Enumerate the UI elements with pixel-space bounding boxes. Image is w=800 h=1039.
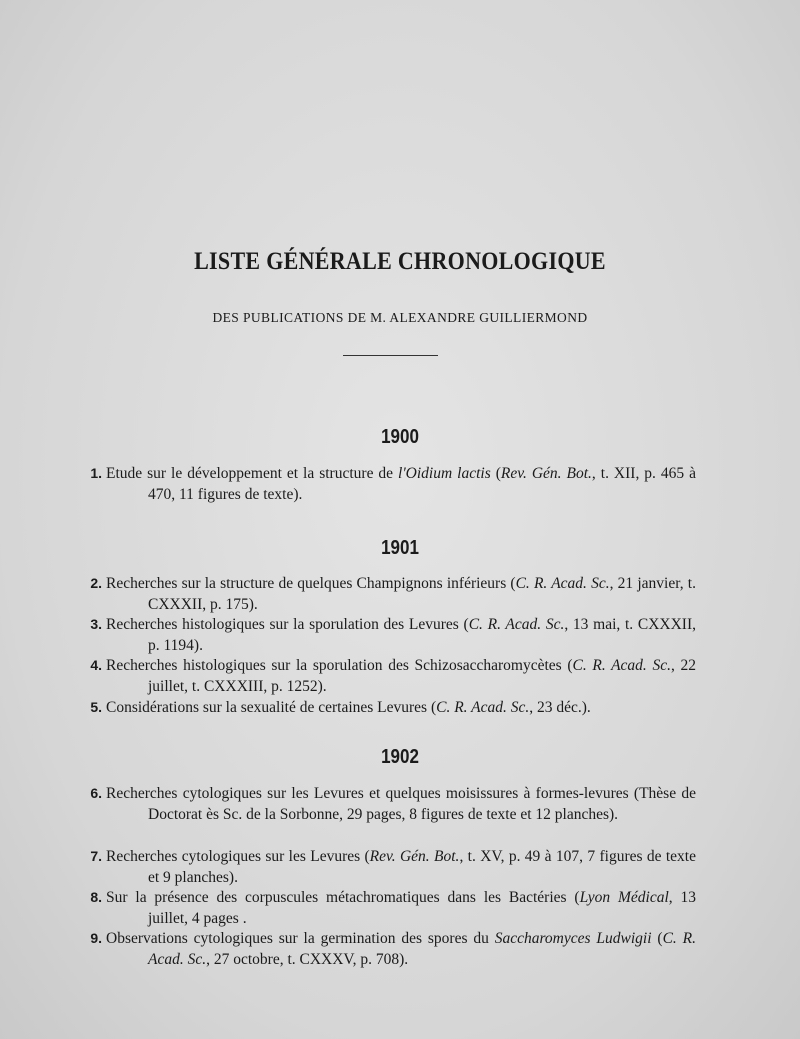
- text-segment: , 13 juillet, 4 pages .: [148, 889, 696, 927]
- entry-number: 2.: [90, 575, 102, 591]
- entry-text: [106, 614, 696, 656]
- text-segment: , t. XII, p. 465 à 470, 11 figures de texte).: [148, 465, 697, 503]
- entry-number: 5.: [90, 699, 102, 715]
- italic-segment: Lyon Médical: [579, 889, 669, 906]
- publication-entry: [80, 928, 696, 970]
- text-segment: Observations cytologiques sur la germination des spores du: [106, 930, 495, 947]
- publication-entry: [80, 655, 696, 697]
- year-heading: 1902: [381, 746, 419, 768]
- year-heading: 1901: [381, 537, 419, 559]
- text-segment: , t. XV, p. 49 à 107, 7 figures de texte et 9 planches).: [148, 848, 696, 886]
- text-segment: (: [490, 465, 501, 482]
- publication-entry: [80, 783, 696, 825]
- publication-entry: [80, 887, 696, 929]
- text-segment: Recherches histologiques sur la sporulation des Schizosaccharomycètes (: [106, 657, 573, 674]
- italic-segment: Rev. Gén. Bot.: [500, 465, 592, 482]
- italic-segment: Rev. Gén. Bot.: [369, 848, 460, 865]
- text-segment: Sur la présence des corpuscules métachromatiques dans les Bactéries (: [106, 889, 580, 906]
- italic-segment: C. R. Acad. Sc.: [148, 930, 696, 968]
- italic-segment: C. R. Acad. Sc.: [468, 616, 565, 633]
- entry-number: 1.: [90, 465, 102, 481]
- italic-segment: Saccharomyces Ludwigii: [494, 930, 652, 947]
- entry-number: 4.: [90, 657, 102, 673]
- text-segment: Recherches cytologiques sur les Levures et quelques moisissures à formes-levures (Thèse de Doctorat ès Sc. de la Sorbonne, 29 pages, 8 figures de texte et 12 planches).: [106, 785, 696, 823]
- text-segment: Etude sur le développement et la structure de: [106, 465, 399, 482]
- publication-entry: [80, 463, 696, 505]
- text-segment: Recherches sur la structure de quelques Champignons inférieurs (: [106, 575, 516, 592]
- italic-segment: C. R. Acad. Sc.: [436, 699, 530, 716]
- text-segment: Recherches cytologiques sur les Levures (: [106, 848, 370, 865]
- entry-number: 8.: [90, 889, 102, 905]
- italic-segment: C. R. Acad. Sc.: [515, 575, 610, 592]
- publication-entry: [80, 614, 696, 656]
- entry-text: [106, 697, 696, 718]
- publication-entry: [80, 697, 696, 718]
- entry-text: [106, 655, 696, 697]
- page-subtitle: DES PUBLICATIONS DE M. ALEXANDRE GUILLIERMOND: [212, 310, 588, 325]
- publication-entry: [80, 846, 696, 888]
- text-segment: Recherches histologiques sur la sporulation des Levures (: [106, 616, 469, 633]
- entry-number: 6.: [90, 785, 102, 801]
- entry-number: 7.: [90, 848, 102, 864]
- entry-number: 3.: [90, 616, 102, 632]
- entry-number: 9.: [90, 930, 102, 946]
- entry-text: [106, 573, 696, 615]
- text-segment: , 22 juillet, t. CXXXIII, p. 1252).: [148, 657, 696, 695]
- text-segment: , 13 mai, t. CXXXII, p. 1194).: [148, 616, 696, 654]
- year-heading: 1900: [381, 426, 419, 448]
- text-segment: , 23 déc.).: [529, 699, 591, 716]
- entry-text: [106, 463, 696, 505]
- text-segment: , 27 octobre, t. CXXXV, p. 708).: [206, 951, 409, 968]
- entry-text: [106, 846, 696, 888]
- title-divider: [343, 355, 438, 356]
- publication-entry: [80, 573, 696, 615]
- text-segment: , 21 janvier, t. CXXXII, p. 175).: [148, 575, 696, 613]
- entry-text: [106, 783, 696, 825]
- text-segment: (: [651, 930, 663, 947]
- italic-segment: l'Oidium lactis: [398, 465, 491, 482]
- page-title: LISTE GÉNÉRALE CHRONOLOGIQUE: [194, 246, 606, 275]
- italic-segment: C. R. Acad. Sc.: [572, 657, 671, 674]
- entry-text: [106, 928, 696, 970]
- entry-text: [106, 887, 696, 929]
- text-segment: Considérations sur la sexualité de certaines Levures (: [106, 699, 437, 716]
